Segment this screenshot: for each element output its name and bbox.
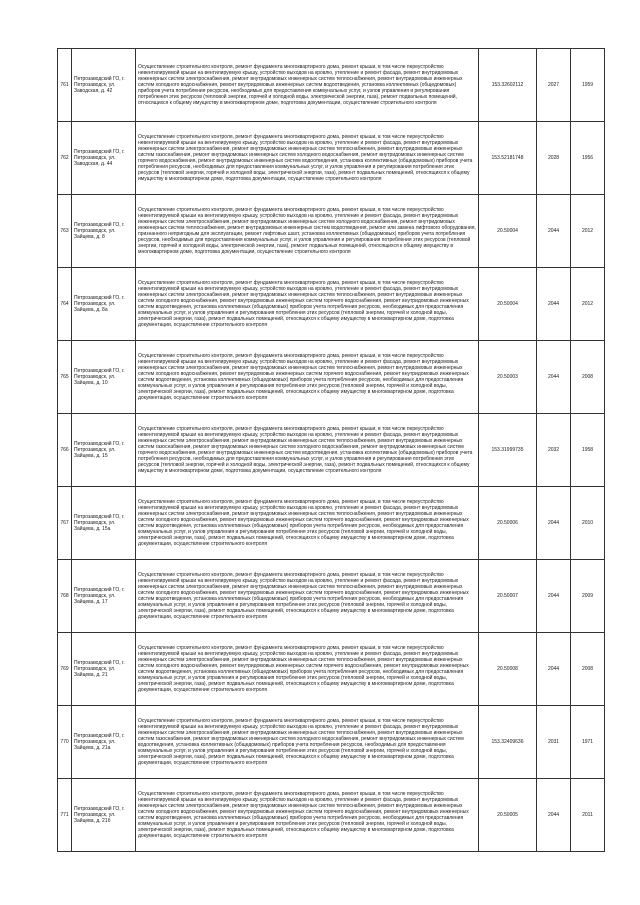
- row-number: 762: [58, 122, 72, 195]
- planned-year-cell: 2031: [537, 706, 571, 779]
- cost-cell: 153.31999735: [479, 414, 537, 487]
- document-page: [57, 48, 604, 852]
- table-row: [58, 341, 605, 414]
- table-row: [58, 779, 605, 852]
- row-number: 765: [58, 341, 72, 414]
- cost-cell: 153.52181748: [479, 122, 537, 195]
- table-row: [58, 560, 605, 633]
- address-cell: Петрозаводский ГО, г. Петрозаводск, ул. Зайцева, д. 21: [72, 633, 136, 706]
- address-cell: Петрозаводский ГО, г. Петрозаводск, ул. Зайцева, д. 10: [72, 341, 136, 414]
- address-cell: Петрозаводский ГО, г. Петрозаводск, ул. Зайцева, д. 8: [72, 195, 136, 268]
- cost-cell: 20.50006: [479, 487, 537, 560]
- build-year-cell: 1956: [571, 122, 605, 195]
- planned-year-cell: 2032: [537, 414, 571, 487]
- address-cell: Петрозаводский ГО, г. Петрозаводск, ул. Зайцева, д. 21б: [72, 779, 136, 852]
- build-year-cell: 2010: [571, 487, 605, 560]
- works-description-cell: Осуществление строительного контроля, ремонт фундамента многоквартирного дома, ремонт крыши, в том числе переустройство невентилируемой крыши на вентилируемую крышу, устройство выходов на кровлю, утепление и ремонт фасада, ремонт внутридомовых инженерных систем электроснабжения, ремонт внутридомовых инженерных систем теплоснабжения, ремонт внутридомовых инженерных систем газоснабжения, ремонт внутридомовых инженерных систем холодного водоснабжения, ремонт внутридомовых инженерных систем горячего водоснабжения, ремонт внутридомовых инженерных систем водоотведения, установка коллективных (общедомовых) приборов учета потребления ресурсов, необходимых для предоставления коммунальных услуг, и узлов управления и регулирования потребления этих ресурсов (тепловой энергии, горячей и холодной воды, электрической энергии, газа), ремонт подвальных помещений, относящихся к общему имуществу в многоквартирном доме, подготовка документации, осуществление строительного контроля: [136, 414, 479, 487]
- build-year-cell: 2009: [571, 560, 605, 633]
- cost-cell: 20.50004: [479, 195, 537, 268]
- table-row: [58, 487, 605, 560]
- planned-year-cell: 2044: [537, 779, 571, 852]
- works-description-cell: Осуществление строительного контроля, ремонт фундамента многоквартирного дома, ремонт крыши, в том числе переустройство невентилируемой крыши на вентилируемую крышу, устройство выходов на кровлю, утепление и ремонт фасада, ремонт внутридомовых инженерных систем электроснабжения, ремонт внутридомовых инженерных систем теплоснабжения, ремонт внутридомовых инженерных систем холодного водоснабжения, ремонт внутридомовых инженерных систем горячего водоснабжения, ремонт внутридомовых инженерных систем водоотведения, установка коллективных (общедомовых) приборов учета потребления ресурсов, необходимых для предоставления коммунальных услуг, и узлов управления и регулирования потребления этих ресурсов (тепловой энергии, горячей и холодной воды, электрической энергии, газа), ремонт подвальных помещений, относящихся к общему имуществу в многоквартирном доме, подготовка документации, осуществление строительного контроля: [136, 341, 479, 414]
- table-row: [58, 122, 605, 195]
- row-number: 766: [58, 414, 72, 487]
- address-cell: Петрозаводский ГО, г. Петрозаводск, ул. Заводская, д. 42: [72, 49, 136, 122]
- planned-year-cell: 2044: [537, 268, 571, 341]
- works-description-cell: Осуществление строительного контроля, ремонт фундамента многоквартирного дома, ремонт крыши, в том числе переустройство невентилируемой крыши на вентилируемую крышу, устройство выходов на кровлю, утепление и ремонт фасада, ремонт внутридомовых инженерных систем электроснабжения, ремонт внутридомовых инженерных систем теплоснабжения, ремонт внутридомовых инженерных систем холодного водоснабжения, ремонт внутридомовых инженерных систем горячего водоснабжения, ремонт внутридомовых инженерных систем водоотведения, установка коллективных (общедомовых) приборов учета потребления ресурсов, необходимых для предоставления коммунальных услуг, и узлов управления и регулирования потребления этих ресурсов (тепловой энергии, горячей и холодной воды, электрической энергии, газа), ремонт подвальных помещений, относящихся к общему имуществу в многоквартирном доме, подготовка документации, осуществление строительного контроля: [136, 560, 479, 633]
- row-number: 769: [58, 633, 72, 706]
- cost-cell: 20.50007: [479, 560, 537, 633]
- table-row: [58, 706, 605, 779]
- address-cell: Петрозаводский ГО, г. Петрозаводск, ул. Зайцева, д. 17: [72, 560, 136, 633]
- address-cell: Петрозаводский ГО, г. Петрозаводск, ул. Заводская, д. 44: [72, 122, 136, 195]
- cost-cell: 20.50003: [479, 341, 537, 414]
- planned-year-cell: 2044: [537, 487, 571, 560]
- works-description-cell: Осуществление строительного контроля, ремонт фундамента многоквартирного дома, ремонт крыши, в том числе переустройство невентилируемой крыши на вентилируемую крышу, устройство выходов на кровлю, утепление и ремонт фасада, ремонт внутридомовых инженерных систем электроснабжения, ремонт внутридомовых инженерных систем теплоснабжения, ремонт внутридомовых инженерных систем холодного водоснабжения, ремонт внутридомовых инженерных систем горячего водоснабжения, ремонт внутридомовых инженерных систем водоотведения, установка коллективных (общедомовых) приборов учета потребления ресурсов, необходимых для предоставления коммунальных услуг, и узлов управления и регулирования потребления этих ресурсов (тепловой энергии, горячей и холодной воды, электрической энергии, газа), ремонт подвальных помещений, относящихся к общему имуществу в многоквартирном доме, подготовка документации, осуществление строительного контроля: [136, 633, 479, 706]
- works-description-cell: Осуществление строительного контроля, ремонт фундамента многоквартирного дома, ремонт крыши, в том числе переустройство невентилируемой крыши на вентилируемую крышу, устройство выходов на кровлю, утепление и ремонт фасада, ремонт внутридомовых инженерных систем электроснабжения, ремонт внутридомовых инженерных систем теплоснабжения, ремонт внутридомовых инженерных систем холодного водоснабжения, ремонт внутридомовых инженерных систем водоотведения, установка коллективных (общедомовых) приборов учета потребления ресурсов, необходимых для предоставления коммунальных услуг, и узлов управления и регулирования потребления этих ресурсов (тепловой энергии, горячей и холодной воды, электрической энергии, газа), ремонт подвальных помещений, относящихся к общему имуществу в многоквартирном доме, подготовка документации, осуществление строительного контроля: [136, 49, 479, 122]
- build-year-cell: 2011: [571, 779, 605, 852]
- cost-cell: 20.50008: [479, 633, 537, 706]
- cost-cell: 20.50005: [479, 779, 537, 852]
- address-cell: Петрозаводский ГО, г. Петрозаводск, ул. Зайцева, д. 21а: [72, 706, 136, 779]
- build-year-cell: 1959: [571, 49, 605, 122]
- works-description-cell: Осуществление строительного контроля, ремонт фундамента многоквартирного дома, ремонт крыши, в том числе переустройство невентилируемой крыши на вентилируемую крышу, устройство выходов на кровлю, утепление и ремонт фасада, ремонт внутридомовых инженерных систем электроснабжения, ремонт внутридомовых инженерных систем теплоснабжения, ремонт внутридомовых инженерных систем холодного водоснабжения, ремонт внутридомовых инженерных систем горячего водоснабжения, ремонт внутридомовых инженерных систем водоотведения, установка коллективных (общедомовых) приборов учета потребления ресурсов, необходимых для предоставления коммунальных услуг, и узлов управления и регулирования потребления этих ресурсов (тепловой энергии, горячей и холодной воды, электрической энергии, газа), ремонт подвальных помещений, относящихся к общему имуществу в многоквартирном доме, подготовка документации, осуществление строительного контроля: [136, 268, 479, 341]
- table-row: [58, 633, 605, 706]
- build-year-cell: 1971: [571, 706, 605, 779]
- cost-cell: 153.32602112: [479, 49, 537, 122]
- planned-year-cell: 2044: [537, 195, 571, 268]
- build-year-cell: 2008: [571, 341, 605, 414]
- planned-year-cell: 2027: [537, 49, 571, 122]
- cost-cell: 153.32409636: [479, 706, 537, 779]
- planned-year-cell: 2044: [537, 560, 571, 633]
- repair-program-table: [57, 48, 605, 852]
- table-row: [58, 195, 605, 268]
- build-year-cell: 2012: [571, 268, 605, 341]
- row-number: 770: [58, 706, 72, 779]
- row-number: 771: [58, 779, 72, 852]
- planned-year-cell: 2044: [537, 341, 571, 414]
- address-cell: Петрозаводский ГО, г. Петрозаводск, ул. Зайцева, д. 15: [72, 414, 136, 487]
- build-year-cell: 1958: [571, 414, 605, 487]
- address-cell: Петрозаводский ГО, г. Петрозаводск, ул. Зайцева, д. 15а: [72, 487, 136, 560]
- table-row: [58, 49, 605, 122]
- address-cell: Петрозаводский ГО, г. Петрозаводск, ул. Зайцева, д. 8а: [72, 268, 136, 341]
- planned-year-cell: 2044: [537, 633, 571, 706]
- row-number: 761: [58, 49, 72, 122]
- row-number: 764: [58, 268, 72, 341]
- works-description-cell: Осуществление строительного контроля, ремонт фундамента многоквартирного дома, ремонт крыши, в том числе переустройство невентилируемой крыши на вентилируемую крышу, устройство выходов на кровлю, утепление и ремонт фасада, ремонт внутридомовых инженерных систем электроснабжения, ремонт внутридомовых инженерных систем теплоснабжения, ремонт внутридомовых инженерных систем холодного водоснабжения, ремонт внутридомовых инженерных систем горячего водоснабжения, ремонт внутридомовых инженерных систем водоотведения, установка коллективных (общедомовых) приборов учета потребления ресурсов, необходимых для предоставления коммунальных услуг, и узлов управления и регулирования потребления этих ресурсов (тепловой энергии, горячей и холодной воды, электрической энергии, газа), ремонт подвальных помещений, относящихся к общему имуществу в многоквартирном доме, подготовка документации, осуществление строительного контроля: [136, 487, 479, 560]
- planned-year-cell: 2028: [537, 122, 571, 195]
- cost-cell: 20.50004: [479, 268, 537, 341]
- works-description-cell: Осуществление строительного контроля, ремонт фундамента многоквартирного дома, ремонт крыши, в том числе переустройство невентилируемой крыши на вентилируемую крышу, устройство выходов на кровлю, утепление и ремонт фасада, ремонт внутридомовых инженерных систем электроснабжения, ремонт внутридомовых инженерных систем теплоснабжения, ремонт внутридомовых инженерных систем холодного водоснабжения, ремонт внутридомовых инженерных систем горячего водоснабжения, ремонт внутридомовых инженерных систем водоотведения, установка коллективных (общедомовых) приборов учета потребления ресурсов, необходимых для предоставления коммунальных услуг, и узлов управления и регулирования потребления этих ресурсов (тепловой энергии, горячей и холодной воды, электрической энергии, газа), ремонт подвальных помещений, относящихся к общему имуществу в многоквартирном доме, подготовка документации, осуществление строительного контроля: [136, 779, 479, 852]
- works-description-cell: Осуществление строительного контроля, ремонт фундамента многоквартирного дома, ремонт крыши, в том числе переустройство невентилируемой крыши на вентилируемую крышу, устройство выходов на кровлю, утепление и ремонт фасада, ремонт внутридомовых инженерных систем электроснабжения, ремонт внутридомовых инженерных систем холодного водоснабжения, ремонт внутридомовых инженерных систем теплоснабжения, ремонт внутридомовых инженерных систем водоотведения, ремонт или замена лифтового оборудования, признанного непригодным для эксплуатации, ремонт лифтовых шахт, установка коллективных (общедомовых) приборов учета потребления ресурсов, необходимых для предоставления коммунальных услуг, и узлов управления и регулирования потребления этих ресурсов (тепловой энергии, горячей и холодной воды, электрической энергии, газа), ремонт подвальных помещений, относящихся к общему имуществу в многоквартирном доме, подготовка документации, осуществление строительного контроля: [136, 195, 479, 268]
- works-description-cell: Осуществление строительного контроля, ремонт фундамента многоквартирного дома, ремонт крыши, в том числе переустройство невентилируемой крыши на вентилируемую крышу, устройство выходов на кровлю, утепление и ремонт фасада, ремонт внутридомовых инженерных систем электроснабжения, ремонт внутридомовых инженерных систем теплоснабжения, ремонт внутридомовых инженерных систем газоснабжения, ремонт внутридомовых инженерных систем холодного водоснабжения, ремонт внутридомовых инженерных систем водоотведения, установка коллективных (общедомовых) приборов учета потребления ресурсов, необходимых для предоставления коммунальных услуг, и узлов управления и регулирования потребления этих ресурсов (тепловой энергии, горячей и холодной воды, электрической энергии, газа), ремонт подвальных помещений, относящихся к общему имуществу в многоквартирном доме, подготовка документации, осуществление строительного контроля: [136, 706, 479, 779]
- table-row: [58, 414, 605, 487]
- row-number: 767: [58, 487, 72, 560]
- table-row: [58, 268, 605, 341]
- works-description-cell: Осуществление строительного контроля, ремонт фундамента многоквартирного дома, ремонт крыши, в том числе переустройство невентилируемой крыши на вентилируемую крышу, устройство выходов на кровлю, утепление и ремонт фасада, ремонт внутридомовых инженерных систем электроснабжения, ремонт внутридомовых инженерных систем теплоснабжения, ремонт внутридомовых инженерных систем газоснабжения, ремонт внутридомовых инженерных систем холодного водоснабжения, ремонт внутридомовых инженерных систем горячего водоснабжения, ремонт внутридомовых инженерных систем водоотведения, установка коллективных (общедомовых) приборов учета потребления ресурсов, необходимых для предоставления коммунальных услуг, и узлов управления и регулирования потребления этих ресурсов (тепловой энергии, горячей и холодной воды, электрической энергии, газа), ремонт подвальных помещений, относящихся к общему имуществу в многоквартирном доме, подготовка документации, осуществление строительного контроля: [136, 122, 479, 195]
- row-number: 768: [58, 560, 72, 633]
- row-number: 763: [58, 195, 72, 268]
- build-year-cell: 2012: [571, 195, 605, 268]
- table-body: [58, 49, 605, 852]
- build-year-cell: 2008: [571, 633, 605, 706]
